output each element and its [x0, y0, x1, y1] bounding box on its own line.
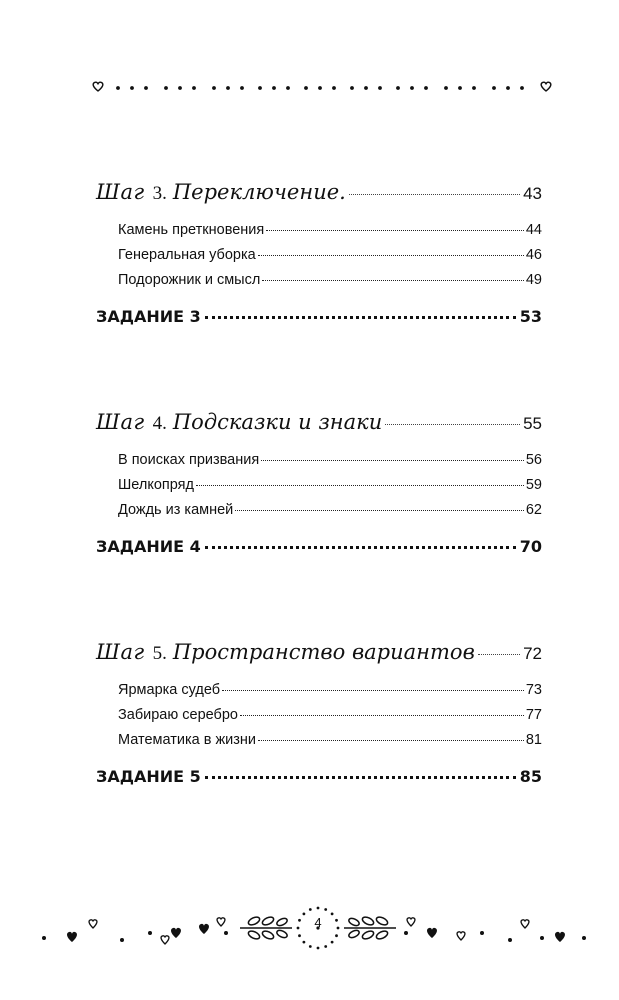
entry-page: 49 [525, 272, 542, 288]
dot-leader [478, 654, 520, 655]
toc-entry[interactable] [118, 502, 542, 527]
dot-row [116, 86, 524, 90]
dot-leader [205, 546, 516, 549]
entry-page: 46 [525, 247, 542, 263]
toc-entry[interactable] [118, 682, 542, 707]
entry-label: Дождь из камней [118, 502, 234, 518]
step-title: Переключение. [172, 180, 346, 204]
dot-leader [258, 740, 524, 741]
toc-entry[interactable] [118, 707, 542, 732]
task-page: 53 [519, 307, 542, 326]
task-page: 70 [519, 537, 542, 556]
entry-page: 62 [525, 502, 542, 518]
dot-leader [258, 255, 524, 256]
top-divider-ornament [92, 80, 552, 94]
dot-leader [385, 424, 520, 425]
toc-entry[interactable] [118, 247, 542, 272]
toc-entry[interactable] [118, 452, 542, 477]
laurel-right-icon [344, 916, 396, 941]
entry-label: Подорожник и смысл [118, 272, 261, 288]
step-heading[interactable] [96, 640, 542, 670]
subsection-list [96, 682, 542, 757]
subsection-list [96, 222, 542, 297]
dot-leader [349, 194, 520, 195]
step-number: 5. [152, 643, 167, 664]
subsection-list [96, 452, 542, 527]
task-label: ЗАДАНИЕ 3 [96, 307, 201, 326]
dot-leader [205, 776, 516, 779]
dot-leader [235, 510, 524, 511]
dot-leader [240, 715, 524, 716]
page-number: 4 [314, 915, 322, 930]
entry-page: 59 [525, 477, 542, 493]
step-word: Шаг [96, 180, 145, 204]
step-page: 43 [523, 184, 542, 203]
task-entry[interactable] [96, 767, 542, 786]
step-number: 4. [152, 413, 167, 434]
entry-label: Шелкопряд [118, 477, 194, 493]
heart-outline-icon [93, 82, 103, 91]
heart-outline-icon [541, 82, 551, 91]
toc-entry[interactable] [118, 477, 542, 502]
step-title: Пространство вариантов [172, 640, 475, 664]
step-title: Подсказки и знаки [172, 410, 383, 434]
step-heading[interactable] [96, 410, 542, 440]
dot-leader [262, 280, 524, 281]
task-label: ЗАДАНИЕ 5 [96, 767, 201, 786]
entry-label: Ярмарка судеб [118, 682, 221, 698]
step-heading[interactable] [96, 180, 542, 210]
entry-label: Математика в жизни [118, 732, 257, 748]
entry-page: 81 [525, 732, 542, 748]
step-word: Шаг [96, 640, 145, 664]
bottom-laurel-ornament [30, 900, 600, 960]
laurel-left-icon [240, 916, 292, 941]
dot-leader [266, 230, 524, 231]
step-number: 3. [152, 183, 167, 204]
entry-page: 56 [525, 452, 542, 468]
toc-section-step-4 [96, 410, 542, 556]
task-entry[interactable] [96, 537, 542, 556]
entry-label: В поисках призвания [118, 452, 260, 468]
dot-leader [261, 460, 524, 461]
step-page: 72 [523, 644, 542, 663]
dot-leader [196, 485, 524, 486]
entry-page: 73 [525, 682, 542, 698]
entry-label: Камень преткновения [118, 222, 265, 238]
step-word: Шаг [96, 410, 145, 434]
toc-section-step-5 [96, 640, 542, 786]
step-page: 55 [523, 414, 542, 433]
task-label: ЗАДАНИЕ 4 [96, 537, 201, 556]
task-entry[interactable] [96, 307, 542, 326]
entry-label: Генеральная уборка [118, 247, 256, 263]
dot-leader [205, 316, 516, 319]
toc-entry[interactable] [118, 222, 542, 247]
toc-entry[interactable] [118, 732, 542, 757]
entry-label: Забираю серебро [118, 707, 238, 723]
entry-page: 44 [525, 222, 542, 238]
task-page: 85 [519, 767, 542, 786]
entry-page: 77 [525, 707, 542, 723]
toc-entry[interactable] [118, 272, 542, 297]
toc-section-step-3 [96, 180, 542, 326]
dot-leader [222, 690, 524, 691]
